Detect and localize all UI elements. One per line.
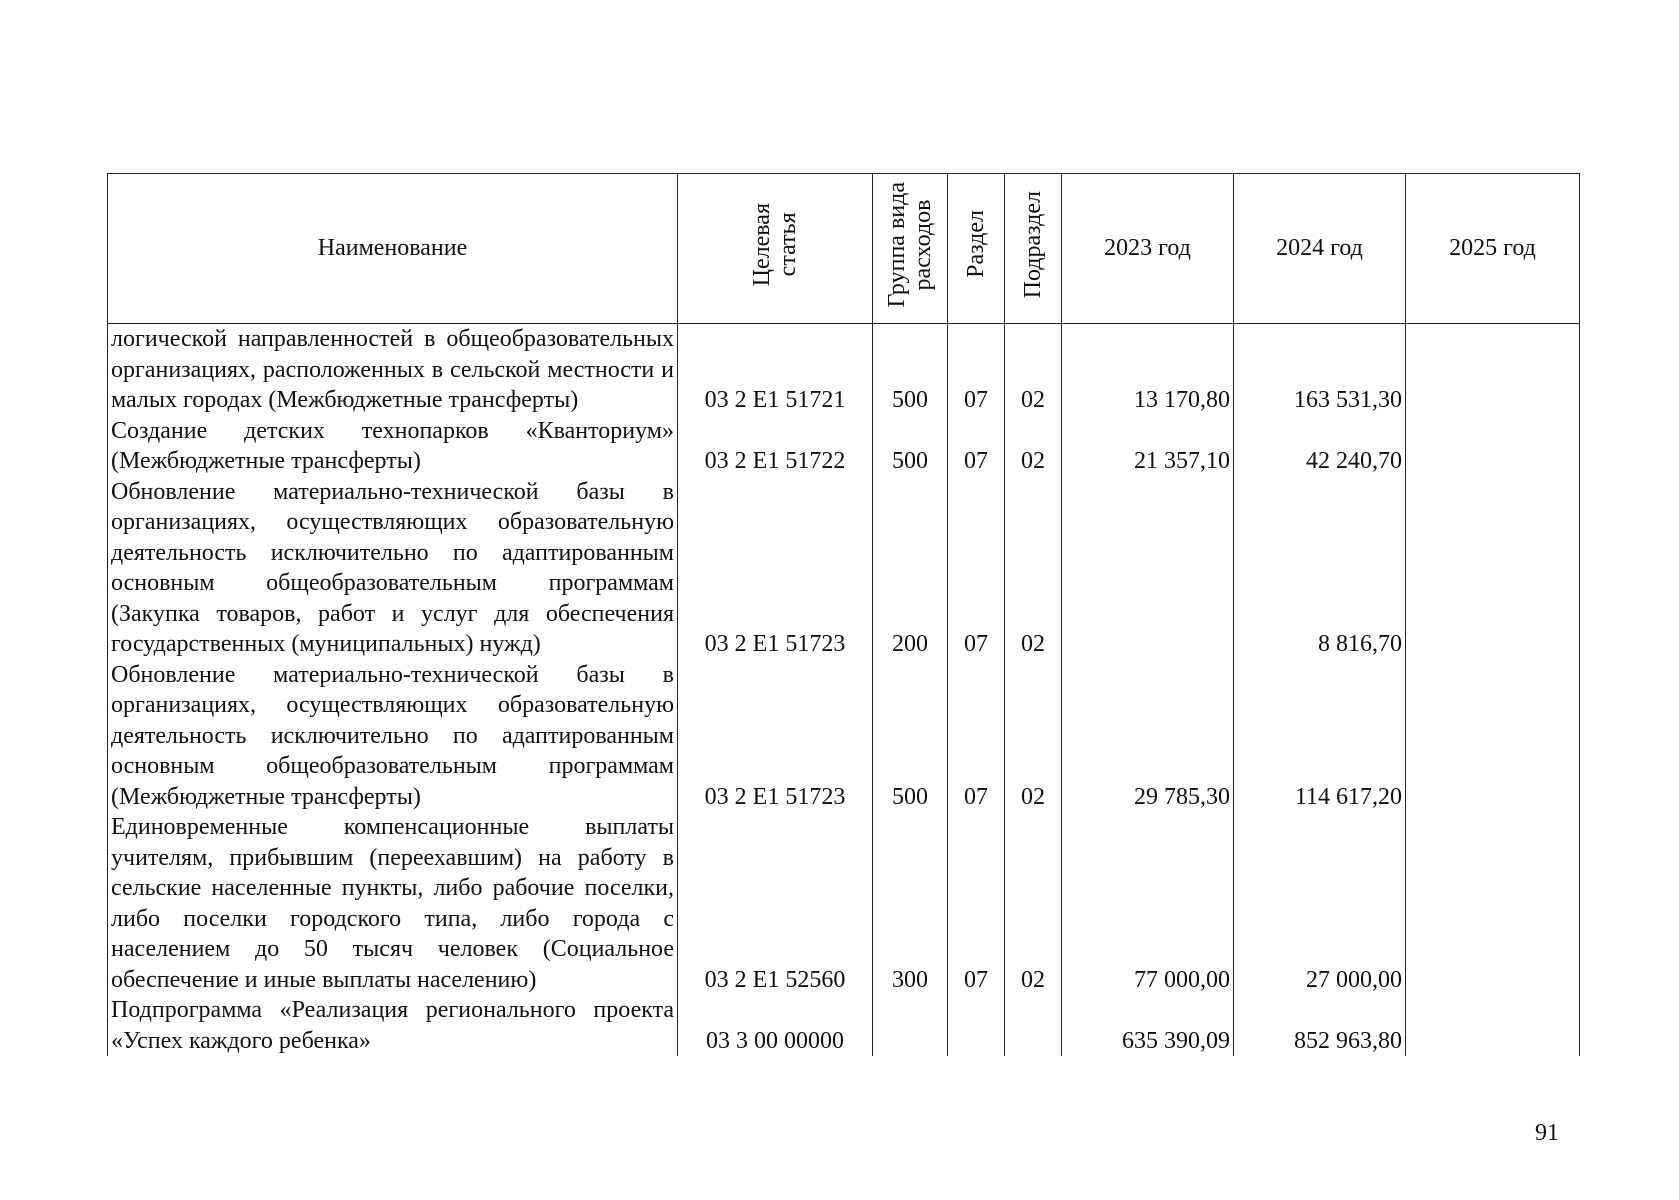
budget-table (107, 173, 1580, 1056)
row-2023: 635 390,09 (1062, 995, 1234, 1056)
header-section: Раздел (948, 174, 1005, 324)
row-name: Подпрограмма «Реализация регионального проекта «Успех каждого ребенка» (108, 995, 678, 1056)
row-2024: 114 617,20 (1234, 660, 1406, 813)
page-number: 91 (1535, 1120, 1559, 1146)
row-2024: 8 816,70 (1234, 477, 1406, 660)
row-subsection: 02 (1005, 477, 1062, 660)
table-row (108, 812, 1580, 995)
row-2025 (1406, 995, 1580, 1056)
row-2023 (1062, 477, 1234, 660)
row-expense-group: 500 (873, 324, 948, 416)
header-expense-group: Группа вида расходов (873, 174, 948, 324)
row-expense-group (873, 995, 948, 1056)
row-target-article: 03 2 E1 51723 (678, 477, 873, 660)
table-row (108, 660, 1580, 813)
header-target-article: Целевая статья (678, 174, 873, 324)
row-subsection: 02 (1005, 324, 1062, 416)
header-2023: 2023 год (1062, 174, 1234, 324)
row-2023: 77 000,00 (1062, 812, 1234, 995)
row-name: Создание детских технопарков «Кванториум» (Межбюджетные трансферты) (108, 416, 678, 477)
header-subsection: Подраздел (1005, 174, 1062, 324)
row-2025 (1406, 660, 1580, 813)
row-name: Единовременные компенсационные выплаты учителям, прибывшим (переехавшим) на работу в сельские населенные пункты, либо рабочие поселки, либо поселки городского типа, либо города с населением до 50 тысяч человек (Социальное обеспечение и иные выплаты населению) (108, 812, 678, 995)
header-2025: 2025 год (1406, 174, 1580, 324)
row-expense-group: 500 (873, 416, 948, 477)
row-2024: 42 240,70 (1234, 416, 1406, 477)
row-target-article: 03 2 E1 51721 (678, 324, 873, 416)
row-expense-group: 300 (873, 812, 948, 995)
row-2023: 21 357,10 (1062, 416, 1234, 477)
row-section: 07 (948, 477, 1005, 660)
row-expense-group: 200 (873, 477, 948, 660)
row-subsection: 02 (1005, 660, 1062, 813)
table-header-row (108, 174, 1580, 324)
row-subsection: 02 (1005, 812, 1062, 995)
row-target-article: 03 2 E1 51723 (678, 660, 873, 813)
table-row (108, 324, 1580, 416)
row-2024: 852 963,80 (1234, 995, 1406, 1056)
row-2023: 29 785,30 (1062, 660, 1234, 813)
header-name: Наименование (108, 174, 678, 324)
row-target-article: 03 3 00 00000 (678, 995, 873, 1056)
table-row (108, 995, 1580, 1056)
row-section: 07 (948, 660, 1005, 813)
row-subsection: 02 (1005, 416, 1062, 477)
row-2025 (1406, 812, 1580, 995)
row-2025 (1406, 416, 1580, 477)
row-2025 (1406, 477, 1580, 660)
row-name: Обновление материально-технической базы в организациях, осуществляющих образовательную деятельность исключительно по адаптированным основным общеобразовательным программам (Межбюджетные трансферты) (108, 660, 678, 813)
row-name: логической направленностей в общеобразовательных организациях, расположенных в сельской местности и малых городах (Межбюджетные трансферты) (108, 324, 678, 416)
row-section: 07 (948, 324, 1005, 416)
row-section (948, 995, 1005, 1056)
table-row (108, 416, 1580, 477)
table-row (108, 477, 1580, 660)
row-name: Обновление материально-технической базы в организациях, осуществляющих образовательную деятельность исключительно по адаптированным основным общеобразовательным программам (Закупка товаров, работ и услуг для обеспечения государственных (муниципальных) нужд) (108, 477, 678, 660)
row-section: 07 (948, 812, 1005, 995)
row-target-article: 03 2 E1 52560 (678, 812, 873, 995)
row-2023: 13 170,80 (1062, 324, 1234, 416)
row-expense-group: 500 (873, 660, 948, 813)
row-2024: 163 531,30 (1234, 324, 1406, 416)
row-section: 07 (948, 416, 1005, 477)
row-2025 (1406, 324, 1580, 416)
row-2024: 27 000,00 (1234, 812, 1406, 995)
row-target-article: 03 2 E1 51722 (678, 416, 873, 477)
row-subsection (1005, 995, 1062, 1056)
header-2024: 2024 год (1234, 174, 1406, 324)
